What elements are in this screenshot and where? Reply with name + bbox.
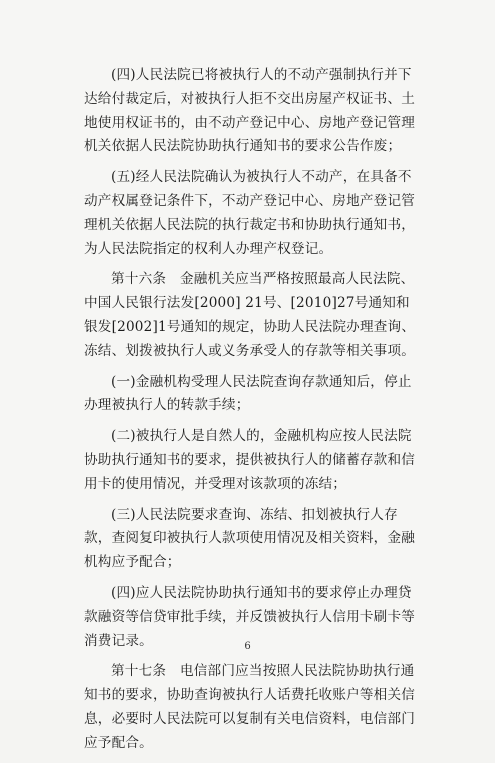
body-text [84,64,422,763]
paragraph-article-16-item-1: (一)金融机构受理人民法院查询存款通知后，停止办理被执行人的转款手续； [84,373,412,414]
paragraph-clause-5-registration: (五)经人民法院确认为被执行人不动产，在具备不动产权属登记条件下，不动产登记中心、房地产登记管理机关依据人民法院的执行裁定书和协助执行通知书，为人民法院指定的权利人办理产权登记。 [84,169,416,257]
paragraph-article-16-item-3: (三)人民法院要求查询、冻结、扣划被执行人存款，查阅复印被执行人款项使用情况及相关资料，金融机构应予配合； [84,506,416,571]
paragraph-article-16-item-4: (四)应人民法院协助执行通知书的要求停止办理贷款融资等信贷审批手续，并反馈被执行人信用卡刷卡等消费记录。 [84,584,416,649]
page-number: 6 [244,641,251,652]
paragraph-article-17: 第十七条 电信部门应当按照人民法院协助执行通知书的要求，协助查询被执行人话费托收账户等相关信息，必要时人民法院可以复制有关电信资料，电信部门应予配合。 [84,663,416,751]
paragraph-clause-4-real-estate: (四)人民法院已将被执行人的不动产强制执行并下达给付裁定后，对被执行人拒不交出房屋产权证书、土地使用权证书的，由不动产登记中心、房地产登记管理机关依据人民法院协助执行通知书的要求公告作废； [84,67,416,155]
paragraph-article-16-item-2: (二)被执行人是自然人的，金融机构应按人民法院协助执行通知书的要求，提供被执行人的储蓄存款和信用卡的使用情况，并受理对该款项的冻结； [84,428,416,492]
paragraph-article-16: 第十六条 金融机关应当严格按照最高人民法院、中国人民银行法发[2000] 21号、[2010]27号通知和银发[2002]1号通知的规定，协助人民法院办理查询、冻结、划拨被执行人或义务承受人的存款等相关事项。 [84,271,416,359]
